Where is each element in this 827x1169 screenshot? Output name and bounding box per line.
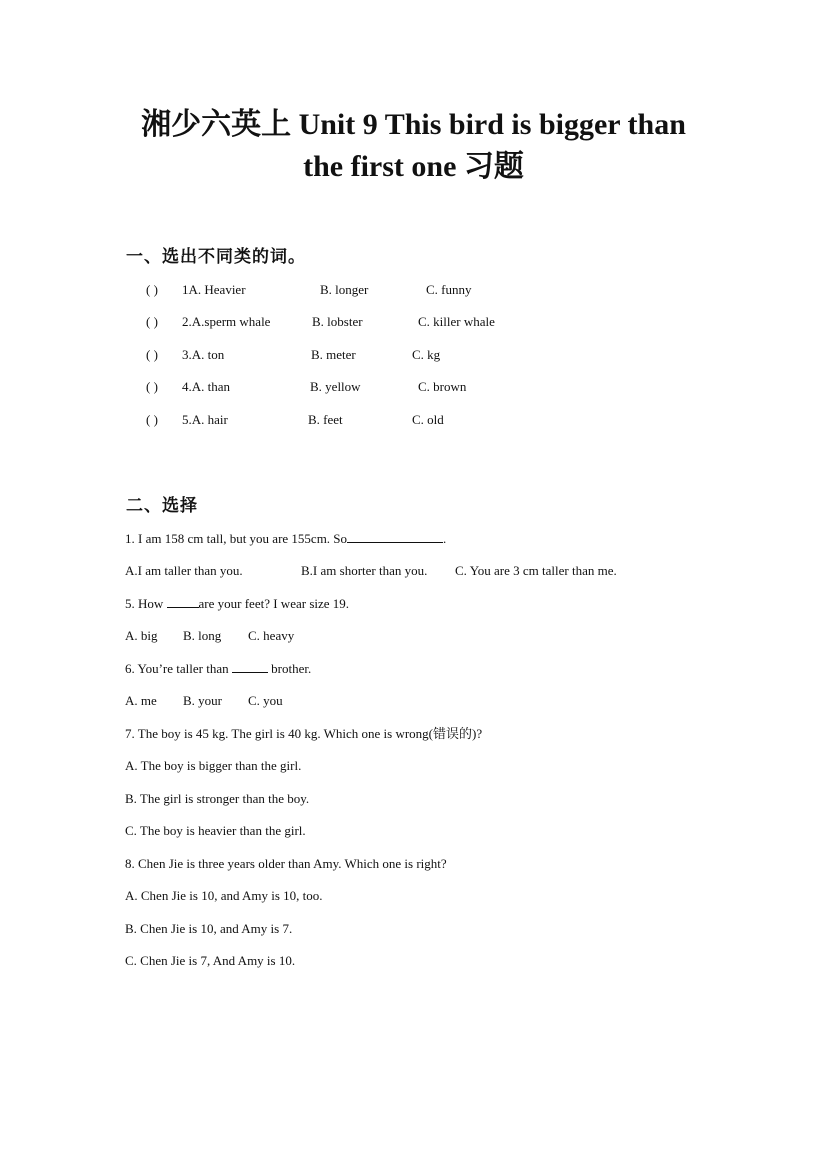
answer-paren: ( )	[146, 412, 158, 427]
option-a: A. me	[125, 693, 157, 708]
question-7-option-b: B. The girl is stronger than the boy.	[125, 791, 310, 806]
option-b: B. yellow	[310, 379, 361, 394]
option-a: 1A. Heavier	[182, 282, 246, 297]
question-1	[125, 530, 446, 548]
option-a: A. big	[125, 628, 158, 643]
answer-paren: ( )	[146, 314, 158, 329]
question-7-option-c: C. The boy is heavier than the girl.	[125, 823, 306, 838]
option-a: 4.A. than	[182, 379, 231, 394]
option-c: C. old	[412, 412, 444, 427]
option-a: A.I am taller than you.	[125, 563, 243, 578]
option-a: 3.A. ton	[182, 347, 225, 362]
list-item	[146, 378, 646, 396]
section-1-heading: 一、选出不同类的词。	[126, 247, 306, 267]
list-item	[146, 281, 646, 299]
answer-paren: ( )	[146, 347, 158, 362]
question-text-end: .	[443, 531, 447, 546]
question-6	[125, 660, 311, 678]
option-c: C. brown	[418, 379, 467, 394]
question-text-end: brother.	[267, 661, 312, 676]
list-item	[146, 313, 646, 331]
question-1-options	[125, 562, 685, 580]
option-b: B. lobster	[312, 314, 363, 329]
answer-blank	[347, 530, 443, 543]
question-8-option-c: C. Chen Jie is 7, And Amy is 10.	[125, 953, 296, 968]
option-c: C. You are 3 cm taller than me.	[455, 563, 617, 578]
answer-blank	[167, 595, 199, 608]
option-b: B.I am shorter than you.	[301, 563, 428, 578]
option-b: B. long	[183, 628, 222, 643]
list-item	[146, 346, 646, 364]
question-text: 5. How	[125, 596, 167, 611]
option-c: C. kg	[412, 347, 441, 362]
option-a: 5.A. hair	[182, 412, 228, 427]
option-b: B. longer	[320, 282, 369, 297]
option-b: B. your	[183, 693, 222, 708]
option-c: C. you	[248, 693, 283, 708]
list-item	[146, 411, 646, 429]
title-line-1: 湘少六英上 Unit 9 This bird is bigger than	[141, 108, 686, 141]
question-5	[125, 595, 349, 613]
question-5-options	[125, 627, 425, 645]
question-text: 6. You’re taller than	[125, 661, 232, 676]
question-text-end: are your feet? I wear size 19.	[198, 596, 350, 611]
option-a: 2.A.sperm whale	[182, 314, 271, 329]
question-8-option-b: B. Chen Jie is 10, and Amy is 7.	[125, 921, 293, 936]
question-7-option-a: A. The boy is bigger than the girl.	[125, 758, 302, 773]
option-c: C. heavy	[248, 628, 295, 643]
question-6-options	[125, 692, 425, 710]
question-text: 1. I am 158 cm tall, but you are 155cm. So	[125, 531, 348, 546]
option-c: C. funny	[426, 282, 472, 297]
section-2-heading: 二、选择	[126, 496, 198, 516]
option-b: B. feet	[308, 412, 343, 427]
question-7: 7. The boy is 45 kg. The girl is 40 kg. Which one is wrong(错误的)?	[125, 726, 483, 741]
answer-blank	[232, 660, 268, 673]
option-b: B. meter	[311, 347, 356, 362]
question-8-option-a: A. Chen Jie is 10, and Amy is 10, too.	[125, 888, 323, 903]
answer-paren: ( )	[146, 379, 158, 394]
answer-paren: ( )	[146, 282, 158, 297]
question-8: 8. Chen Jie is three years older than Amy. Which one is right?	[125, 856, 447, 871]
title-line-2: the first one 习题	[303, 150, 524, 183]
option-c: C. killer whale	[418, 314, 495, 329]
